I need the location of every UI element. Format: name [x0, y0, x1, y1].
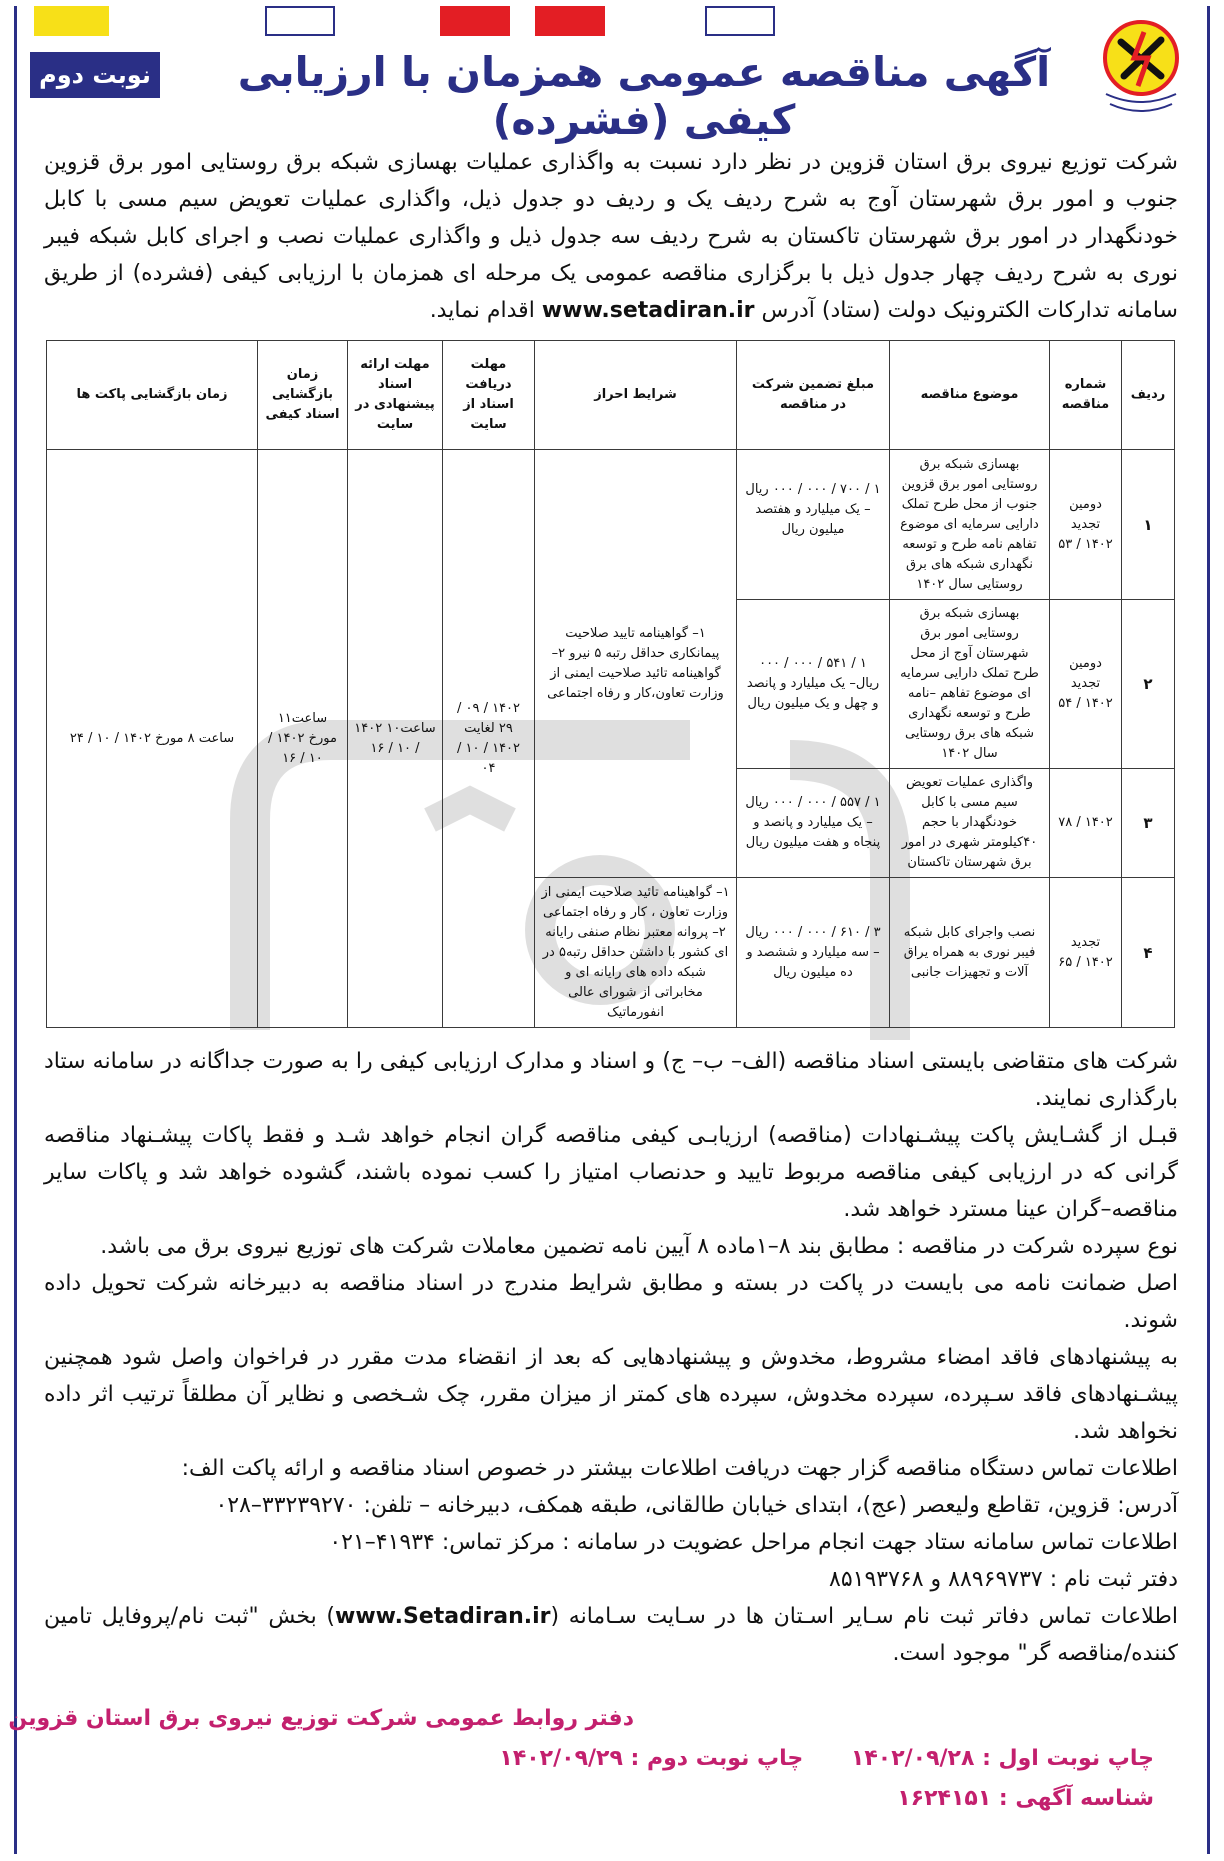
decor-red-block-1 [440, 6, 510, 36]
row-number: ۴ [1122, 878, 1175, 1028]
tender-number: ۱۴۰۲ / ۷۸ [1050, 769, 1122, 878]
first-print-date: چاپ نوبت اول : ۱۴۰۲/۰۹/۲۸ [850, 1746, 1154, 1771]
paragraph-address: آدرس: قزوین، تقاطع ولیعصر (عج)، ابتدای خیابان طالقانی، طبقه همکف، دبیرخانه – تلفن: ۳۳۲۳۹۲۷۰–۰۲۸ [215, 1493, 1178, 1518]
row-number: ۱ [1122, 450, 1175, 600]
decor-red-block-2 [535, 6, 605, 36]
round-badge: نوبت دوم [30, 52, 160, 98]
decor-white-block-2 [705, 6, 775, 36]
col-header-conditions: شرایط احراز [535, 341, 737, 450]
intro-text-end: اقدام نماید. [429, 298, 535, 323]
company-logo [1086, 14, 1196, 132]
tender-table [46, 340, 1175, 1028]
intro-paragraph [44, 144, 1178, 329]
tender-subject: بهسازی شبکه برق روستایی امور برق شهرستان آوج از محل طرح تملک دارایی سرمایه ای موضوع تفاهم –نامه طرح و توسعه نگهداری شبکه های برق روستایی سال ۱۴۰۲ [890, 600, 1050, 769]
col-header-submit-deadline: مهلت ارائه اسناد پیشنهادی در سایت [348, 341, 443, 450]
qualification-conditions: ۱– گواهینامه تایید صلاحیت پیمانکاری حداقل رتبه ۵ نیرو ۲– گواهینامه تائید صلاحیت ایمنی از وزارت تعاون،کار و رفاه اجتماعی [535, 450, 737, 878]
col-header-guarantee: مبلغ تضمین شرکت در مناقصه [737, 341, 890, 450]
col-header-subject: موضوع مناقصه [890, 341, 1050, 450]
page-title: آگهی مناقصه عمومی همزمان با ارزیابی کیفی (فشرده) [237, 48, 1051, 144]
row-number: ۲ [1122, 600, 1175, 769]
pr-office-signature: دفتر روابط عمومی شرکت توزیع نیروی برق استان قزوین [8, 1706, 634, 1731]
other-provinces-text-end: ) بخش "ثبت نام/پروفایل تامین کننده/مناقصه گر" موجود است. [44, 1604, 1178, 1666]
guarantee-amount: ۳ / ۶۱۰ / ۰۰۰ / ۰۰۰ ریال – سه میلیارد و ششصد و ده میلیون ریال [737, 878, 890, 1028]
paragraph-contact-heading: اطلاعات تماس دستگاه مناقصه گزار جهت دریافت اطلاعات بیشتر در خصوص اسناد مناقصه و ارائه پاکت الف: [181, 1456, 1178, 1481]
setadiran-link-2[interactable]: www.Setadiran.ir [335, 1604, 551, 1629]
packet-opening-time: ساعت ۸ مورخ ۱۴۰۲ / ۱۰ / ۲۴ [47, 450, 258, 1028]
col-header-tender-no: شماره مناقصه [1050, 341, 1122, 450]
paragraph-registration-office: دفتر ثبت نام : ۸۸۹۶۹۷۳۷ و ۸۵۱۹۳۷۶۸ [829, 1567, 1178, 1592]
col-header-packet-open: زمان بازگشایی پاکت ها [47, 341, 258, 450]
qualification-conditions: ۱– گواهینامه تائید صلاحیت ایمنی از وزارت تعاون ، کار و رفاه اجتماعی ۲– پروانه معتبر نظام صنفی رایانه ای کشور با داشتن حداقل رتبه۵ در شبکه داده های رایانه ای و مخابراتی از شورای عالی انفورماتیک [535, 878, 737, 1028]
tender-subject: بهسازی شبکه برق روستایی امور برق قزوین جنوب از محل طرح تملک دارایی سرمایه ای موضوع تفاهم نامه طرح و توسعه نگهداری شبکه های برق روستایی سال ۱۴۰۲ [890, 450, 1050, 600]
tender-subject: نصب واجرای کابل شبکه فیبر نوری به همراه یراق آلات و تجهیزات جانبی [890, 878, 1050, 1028]
tender-number: دومین تجدید ۱۴۰۲ / ۵۳ [1050, 450, 1122, 600]
body-text [44, 1043, 1178, 1672]
submit-deadline: ساعت۱۰ ۱۴۰۲ / ۱۰ / ۱۶ [348, 450, 443, 1028]
col-header-receive-deadline: مهلت دریافت اسناد از سایت [443, 341, 535, 450]
paragraph-guarantee-original: اصل ضمانت نامه می بایست در پاکت در بسته و مطابق شرایط مندرج در اسناد مناقصه به دبیرخانه شرکت تحویل داده شوند. [44, 1271, 1178, 1333]
setadiran-link[interactable]: www.setadiran.ir [541, 298, 755, 323]
paragraph-setad-contact: اطلاعات تماس سامانه ستاد جهت انجام مراحل عضویت در سامانه : مرکز تماس: ۴۱۹۳۴–۰۲۱ [329, 1530, 1178, 1555]
col-header-row: ردیف [1122, 341, 1175, 450]
paragraph-quality-evaluation: قبـل از گشـایش پاکت پیشـنهادات (مناقصه) ارزیابـی کیفی مناقصه گران انجام خواهد شـد و فقط پاکات پیشـنهاد مناقصه گرانی که در ارزیابی کیفی مناقصه مربوط تایید و حدنصاب امتیاز را کسب نموده باشند، گشوده خواهد شد و پاکات سایر مناقصه–گران عینا مسترد خواهد شد. [44, 1123, 1178, 1222]
table-row [47, 450, 1175, 600]
col-header-quality-open: زمان بازگشایی اسناد کیفی [258, 341, 348, 450]
tender-number: دومین تجدید ۱۴۰۲ / ۵۴ [1050, 600, 1122, 769]
intro-text: شرکت توزیع نیروی برق استان قزوین در نظر دارد نسبت به واگذاری عملیات بهسازی شبکه برق روستایی امور برق قزوین جنوب و امور برق شهرستان آوج به شرح ردیف یک و ردیف دو جدول ذیل، واگذاری عملیات تعویض سیم مسی با کابل خودنگهدار در امور برق شهرستان تاکستان به شرح ردیف سه جدول ذیل و واگذاری عملیات نصب و اجرای کابل شبکه فیبر نوری به شرح ردیف چهار جدول ذیل با برگزاری مناقصه عمومی یک مرحله ای همزمان با ارزیابی کیفی (فشرده) از طریق سامانه تدارکات الکترونیک دولت (ستاد) آدرس [44, 150, 1178, 323]
guarantee-amount: ۱ / ۷۰۰ / ۰۰۰ / ۰۰۰ ریال – یک میلیارد و هفتصد میلیون ریال [737, 450, 890, 600]
paragraph-invalid-bids: به پیشنهادهای فاقد امضاء مشروط، مخدوش و پیشنهادهایی که بعد از انقضاء مدت مقرر در فراخوان واصل شود همچنین پیشـنهادهای فاقد سـپرده، سپرده مخدوش، سپرده های کمتر از میزان مقرر، چک شـخصی و نظایر آن مطلقاً ترتیب اثر داده نخواهد شد. [44, 1345, 1178, 1444]
quality-opening-time: ساعت۱۱ مورخ ۱۴۰۲ / ۱۰ / ۱۶ [258, 450, 348, 1028]
table-header-row [47, 341, 1175, 450]
second-print-date: چاپ نوبت دوم : ۱۴۰۲/۰۹/۲۹ [499, 1746, 804, 1771]
paragraph-deposit-type: نوع سپرده شرکت در مناقصه : مطابق بند ۸–۱ماده ۸ آیین نامه تضمین معاملات شرکت های توزیع نیروی برق می باشد. [100, 1234, 1178, 1259]
ad-identifier: شناسه آگهی : ۱۶۲۴۱۵۱ [897, 1786, 1154, 1811]
paragraph-documents: شرکت های متقاضی بایستی اسناد مناقصه (الف– ب– ج) و اسناد و مدارک ارزیابی کیفی را به صورت جداگانه در سامانه ستاد بارگذاری نمایند. [44, 1049, 1178, 1111]
guarantee-amount: ۱ / ۵۴۱ / ۰۰۰ / ۰۰۰ ریال– یک میلیارد و پانصد و چهل و یک میلیون ریال [737, 600, 890, 769]
paragraph-other-provinces [44, 1598, 1178, 1672]
other-provinces-text: اطلاعات تماس دفاتر ثبت نام سـایر اسـتان ها در سـایت سـامانه ( [550, 1604, 1178, 1629]
print-dates [459, 1746, 1154, 1771]
logo-emblem-icon [1086, 14, 1196, 132]
tender-subject: واگذاری عملیات تعویض سیم مسی با کابل خودنگهدار با حجم ۴۰کیلومتر شهری در امور برق شهرستان تاکستان [890, 769, 1050, 878]
receive-deadline: ۱۴۰۲ / ۰۹ / ۲۹ لغایت ۱۴۰۲ / ۱۰ / ۰۴ [443, 450, 535, 1028]
decor-yellow-block [34, 6, 109, 36]
decor-white-block-1 [265, 6, 335, 36]
row-number: ۳ [1122, 769, 1175, 878]
guarantee-amount: ۱ / ۵۵۷ / ۰۰۰ / ۰۰۰ ریال – یک میلیارد و پانصد و پنجاه و هفت میلیون ریال [737, 769, 890, 878]
tender-number: تجدید ۱۴۰۲ / ۶۵ [1050, 878, 1122, 1028]
